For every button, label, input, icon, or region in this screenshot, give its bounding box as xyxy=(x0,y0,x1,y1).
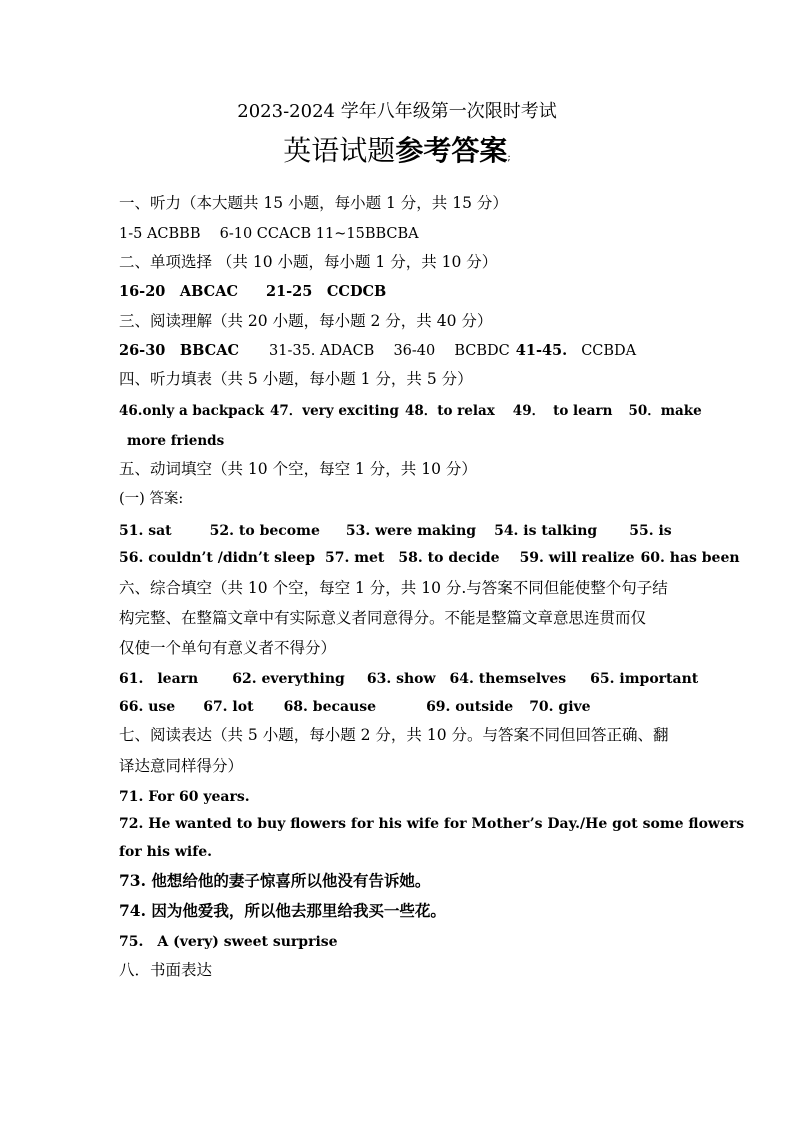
answer-53: 53. were making xyxy=(345,523,477,539)
section-6-heading-line-2: 构完整、在整篇文章中有实际意义者同意得分。不能是整篇文章意思连贯而仅 xyxy=(119,609,647,627)
answer-75: 75. A (very) sweet surprise xyxy=(119,934,338,950)
section-7-heading-line-1: 七、阅读表达（共 5 小题，每小题 2 分，共 10 分。与答案不同但回答正确、翻 xyxy=(119,726,669,744)
answer-66: 66. use xyxy=(119,699,176,715)
section-1-answers: 1-5 ACBBB 6-10 CCACB 11~15BBCBA xyxy=(119,226,419,242)
answer-71: 71. For 60 years. xyxy=(119,789,250,805)
answer-47: 47．very exciting xyxy=(269,403,399,419)
answer-72-line-1: 72. He wanted to buy flowers for his wife for Mother’s Day./He got some flowers xyxy=(119,816,745,832)
document-title xyxy=(0,132,794,177)
section-8-heading: 八．书面表达 xyxy=(119,961,213,979)
answer-73: 73. 他想给他的妻子惊喜所以他没有告诉她。 xyxy=(119,871,431,890)
answer-60: 60. has been xyxy=(640,550,740,566)
section-5-subheading: (一) 答案: xyxy=(119,491,184,507)
answer-58: 58. to decide xyxy=(398,550,500,566)
title-subject: 英语试题 xyxy=(283,134,396,167)
answer-70: 70. give xyxy=(529,699,591,715)
section-2-answers xyxy=(119,282,386,302)
answer-48: 48．to relax xyxy=(404,403,495,419)
title-mark: ; xyxy=(507,152,511,163)
answer-56: 56. couldn’t /didn’t sleep xyxy=(119,550,315,566)
answer-51: 51. sat xyxy=(119,523,172,539)
section-1-heading: 一、听力（本大题共 15 小题，每小题 1 分，共 15 分） xyxy=(119,194,508,212)
answer-54: 54. is talking xyxy=(494,523,598,539)
answer-67: 67. lot xyxy=(203,699,254,715)
section-5-answers-row-1 xyxy=(119,521,672,541)
answers-16-20: 16-20 ABCAC xyxy=(119,283,238,300)
section-6-answers-row-2 xyxy=(119,697,591,717)
section-3-heading: 三、阅读理解（共 20 小题，每小题 2 分，共 40 分） xyxy=(119,312,493,330)
section-4-heading: 四、听力填表（共 5 小题，每小题 1 分，共 5 分） xyxy=(119,370,473,388)
section-5-heading: 五、动词填空（共 10 个空，每空 1 分，共 10 分） xyxy=(119,460,477,478)
answer-69: 69. outside xyxy=(426,699,514,715)
answer-59: 59. will realize xyxy=(519,550,635,566)
section-2-heading: 二、单项选择 （共 10 小题，每小题 1 分，共 10 分） xyxy=(119,253,498,271)
answer-65: 65. important xyxy=(590,671,699,687)
answer-52: 52. to become xyxy=(209,523,320,539)
section-5-answers-row-2 xyxy=(119,548,740,568)
answer-72-line-2: for his wife. xyxy=(119,844,213,860)
answer-62: 62. everything xyxy=(232,671,345,687)
answers-31-40: 31-35. ADACB 36-40 BCBDC xyxy=(269,343,510,359)
answer-46: 46.only a backpack xyxy=(119,403,264,419)
title-answer-key: 参考答案 xyxy=(395,134,508,167)
answers-21-25: 21-25 CCDCB xyxy=(265,283,387,300)
answer-50-label: 50．make xyxy=(628,403,702,419)
exam-title: 2023-2024 学年八年级第一次限时考试 xyxy=(237,101,557,122)
answer-49: to learn xyxy=(553,403,613,419)
answer-68: 68. because xyxy=(283,699,377,715)
section-4-answers xyxy=(119,401,702,421)
answers-41-45-label: 41-45. xyxy=(515,342,568,359)
answer-61: 61. learn xyxy=(119,671,199,687)
section-7-heading-line-2: 译达意同样得分） xyxy=(119,757,244,775)
section-3-answers xyxy=(119,341,636,361)
answer-50-continued: more friends xyxy=(127,433,225,449)
answer-55: 55. is xyxy=(629,523,672,539)
answer-64: 64. themselves xyxy=(449,671,567,687)
answer-57: 57. met xyxy=(324,550,385,566)
answers-41-45: CCBDA xyxy=(581,343,637,359)
section-6-heading-line-3: 仅使一个单句有意义者不得分） xyxy=(119,639,337,657)
answer-74: 74. 因为他爱我，所以他去那里给我买一些花。 xyxy=(119,901,446,920)
answer-49-label: 49． xyxy=(512,403,546,419)
answers-26-30: 26-30 BBCAC xyxy=(119,342,239,359)
section-6-heading-line-1: 六、综合填空（共 10 个空，每空 1 分，共 10 分.与答案不同但能使整个句子结 xyxy=(119,579,668,597)
answer-63: 63. show xyxy=(366,671,436,687)
section-6-answers-row-1 xyxy=(119,669,698,689)
